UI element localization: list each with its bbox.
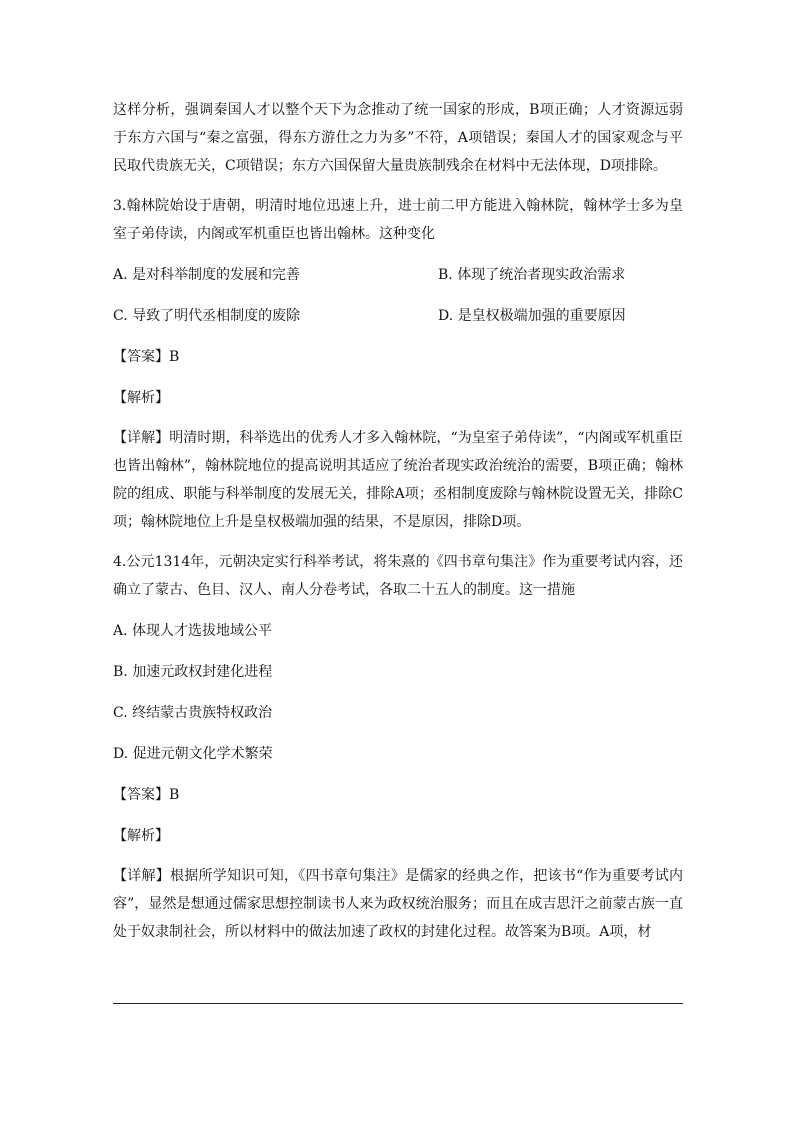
question-3-answer: 【答案】B: [113, 349, 180, 365]
footer-divider: [113, 1003, 683, 1004]
question-3-option-b: B. 体现了统治者现实政治需求: [438, 267, 626, 283]
question-4-answer: 【答案】B: [113, 787, 180, 803]
intro-paragraph: 这样分析，强调秦国人才以整个天下为念推动了统一国家的形成，B项正确；人才资源远弱于东方六国与“秦之富强，得东方游仕之力为多”不符，A项错误；秦国人才的国家观念与平民取代贵族无关，C项错误；东方六国保留大量贵族制残余在材料中无法体现，D项排除。: [113, 102, 683, 174]
question-3-analysis-label: 【解析】: [113, 390, 169, 406]
question-4-analysis-label: 【解析】: [113, 828, 169, 844]
question-4-detail: 【详解】根据所学知识可知，《四书章句集注》是儒家的经典之作，把该书“作为重要考试内容”，显然是想通过儒家思想控制读书人来为政权统治服务；而且在成吉思汗之前蒙古族一直处于奴隶制社会，所以材料中的做法加速了政权的封建化过程。故答案为B项。A项，材: [113, 868, 683, 940]
question-3-options-row-2: [113, 302, 683, 330]
question-4-stem: 4.公元1314年，元朝决定实行科举考试，将朱熹的《四书章句集注》作为重要考试内容，还确立了蒙古、色目、汉人、南人分卷考试，各取二十五人的制度。这一措施: [113, 554, 683, 598]
question-4-option-b: B. 加速元政权封建化进程: [113, 664, 273, 680]
question-3-option-c: C. 导致了明代丞相制度的废除: [113, 308, 301, 324]
question-3-options-row-1: [113, 261, 683, 289]
question-3-option-d: D. 是皇权极端加强的重要原因: [438, 308, 626, 324]
question-4-option-d: D. 促进元朝文化学术繁荣: [113, 746, 273, 762]
document-page: [113, 96, 683, 946]
question-3-option-a: A. 是对科举制度的发展和完善: [113, 267, 301, 283]
question-3-detail: 【详解】明清时期，科举选出的优秀人才多入翰林院，“为皇室子弟侍读”，“内阁或军机重臣也皆出翰林”，翰林院地位的提高说明其适应了统治者现实政治统治的需要，B项正确；翰林院的组成、职能与科举制度的发展无关，排除A项；丞相制度废除与翰林院设置无关，排除C项；翰林院地位上升是皇权极端加强的结果，不是原因，排除D项。: [113, 430, 683, 530]
question-4-option-a: A. 体现人才选拔地域公平: [113, 623, 273, 639]
question-3-stem: 3.翰林院始设于唐朝，明清时地位迅速上升，进士前二甲方能进入翰林院，翰林学士多为皇室子弟侍读，内阁或军机重臣也皆出翰林。这种变化: [113, 198, 683, 242]
question-4-option-c: C. 终结蒙古贵族特权政治: [113, 705, 273, 721]
